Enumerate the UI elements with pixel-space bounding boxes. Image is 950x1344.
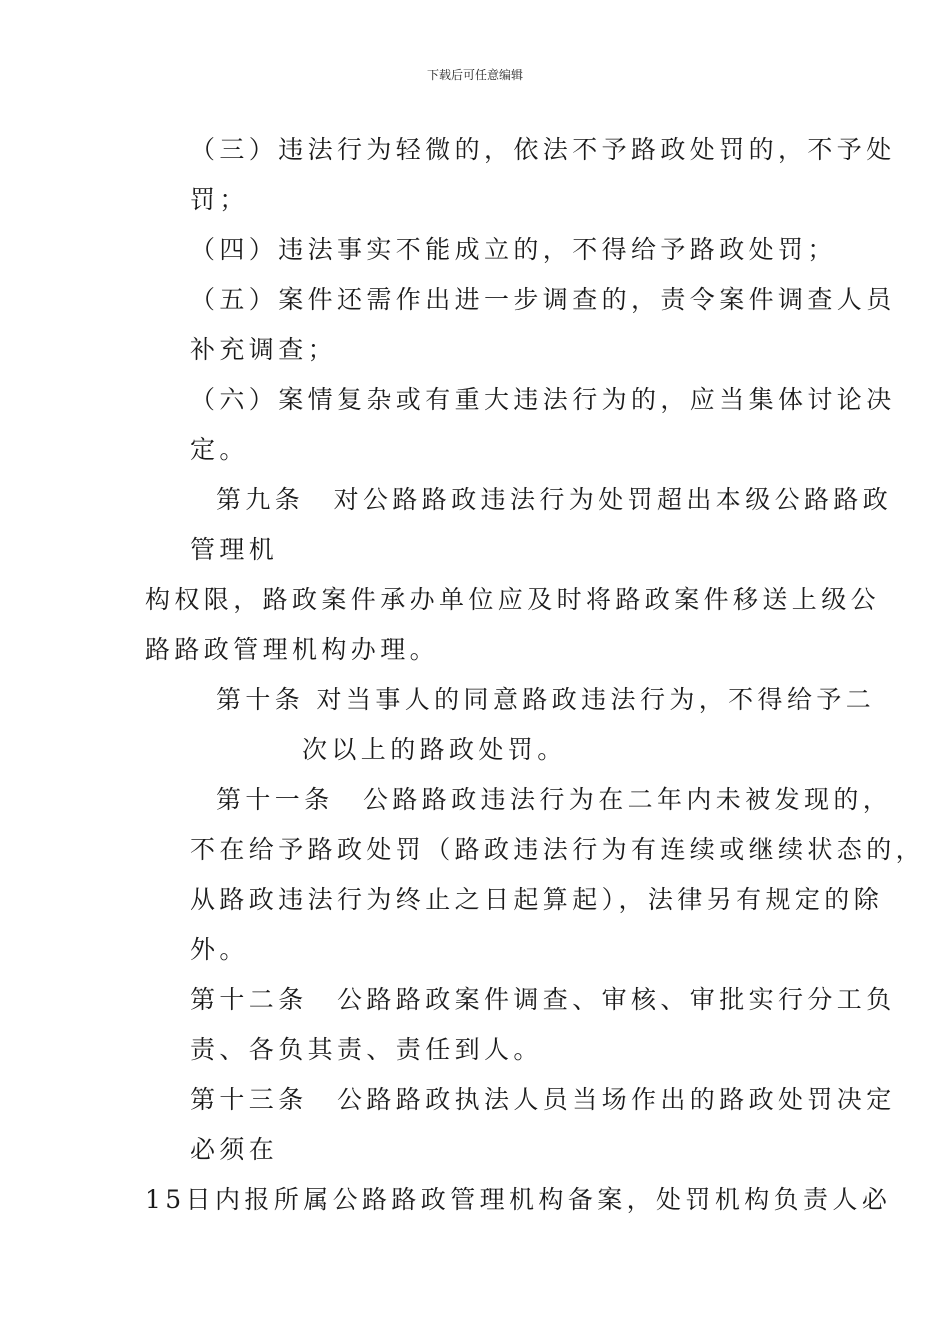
text-line: 定。 bbox=[190, 435, 249, 464]
text-line: （三）违法行为轻微的，依法不予路政处罚的，不予处 bbox=[190, 135, 896, 164]
article-heading-line: 第十条 对当事人的同意路政违法行为，不得给予二 bbox=[216, 685, 876, 714]
article-heading-line: 第十三条 公路路政执法人员当场作出的路政处罚决定 bbox=[190, 1085, 896, 1114]
text-line: 罚； bbox=[190, 185, 249, 214]
text-line: 不在给予路政处罚（路政违法行为有连续或继续状态的， bbox=[190, 835, 926, 864]
article-heading-line: 第九条 对公路路政违法行为处罚超出本级公路路政 bbox=[216, 485, 893, 514]
article-heading-line: 第十二条 公路路政案件调查、审核、审批实行分工负 bbox=[190, 985, 896, 1014]
text-line: 责、各负其责、责任到人。 bbox=[190, 1035, 543, 1064]
text-line: 外。 bbox=[190, 935, 249, 964]
text-line: （五）案件还需作出进一步调查的，责令案件调查人员 bbox=[190, 285, 896, 314]
text-line: 15日内报所属公路路政管理机构备案，处罚机构负责人必 bbox=[145, 1185, 892, 1214]
text-line: 管理机 bbox=[190, 535, 279, 564]
text-line: 构权限，路政案件承办单位应及时将路政案件移送上级公 bbox=[145, 585, 881, 614]
text-line: 从路政违法行为终止之日起算起），法律另有规定的除 bbox=[190, 885, 884, 914]
text-line: 次以上的路政处罚。 bbox=[302, 735, 567, 764]
text-line: （四）违法事实不能成立的，不得给予路政处罚； bbox=[190, 235, 837, 264]
text-line: （六）案情复杂或有重大违法行为的，应当集体讨论决 bbox=[190, 385, 896, 414]
page-header: 下载后可任意编辑 bbox=[426, 68, 523, 82]
text-line: 路路政管理机构办理。 bbox=[145, 635, 440, 664]
text-line: 必须在 bbox=[190, 1135, 279, 1164]
article-heading-line: 第十一条 公路路政违法行为在二年内未被发现的， bbox=[216, 785, 893, 814]
text-line: 补充调查； bbox=[190, 335, 338, 364]
